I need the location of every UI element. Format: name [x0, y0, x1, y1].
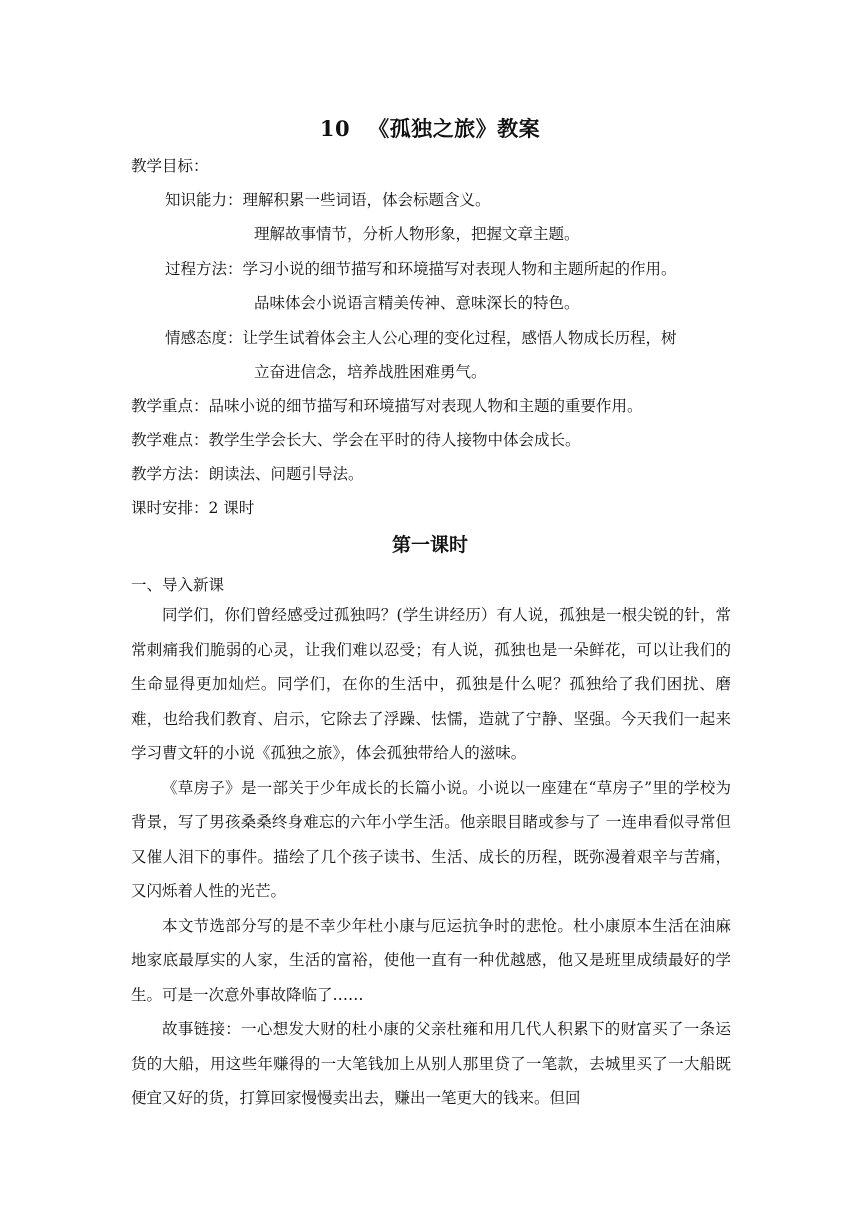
- process-label: 过程方法：: [165, 260, 243, 278]
- teaching-method: 教学方法：朗读法、问题引导法。: [131, 465, 364, 483]
- attitude-objective: [165, 326, 765, 350]
- attitude-text-2: 立奋进信念，培养战胜困难勇气。: [254, 363, 487, 381]
- lesson-one-heading: 第一课时: [391, 534, 468, 556]
- paragraph: 同学们，你们曾经感受过孤独吗？(学生讲经历）有人说，孤独是一根尖锐的针，常常刺痛我们脆弱的心灵，让我们难以忍受；有人说，孤独也是一朵鲜花，可以让我们的生命显得更加灿烂。同学们，在你的生活中，孤独是什么呢？孤独给了我们困扰、磨难，也给我们教育、启示，它除去了浮躁、怯懦，造就了宁静、坚强。今天我们一起来学习曹文轩的小说《孤独之旅》，体会孤独带给人的滋味。: [131, 606, 731, 762]
- document-title: [0, 114, 860, 144]
- process-objective: [165, 257, 765, 281]
- knowledge-label: 知识能力：: [165, 191, 243, 209]
- lesson-body: [131, 598, 731, 1116]
- key-point: 教学重点：品味小说的细节描写和环境描写对表现人物和主题的重要作用。: [131, 397, 643, 415]
- paragraph: 故事链接：一心想发大财的杜小康的父亲杜雍和用几代人积累下的财富买了一条运货的大船，用这些年赚得的一大笔钱加上从别人那里贷了一笔款，去城里买了一大船既便宜又好的货，打算回家慢慢卖出去，赚出一笔更大的钱来。但回: [131, 1020, 731, 1107]
- difficulty: 教学难点：教学生学会长大、学会在平时的待人接物中体会成长。: [131, 431, 581, 449]
- objectives-heading: 教学目标：: [131, 157, 209, 175]
- process-text-1: 学习小说的细节描写和环境描写对表现人物和主题所起的作用。: [242, 260, 677, 278]
- lesson-title: 《孤独之旅》教案: [368, 116, 541, 141]
- paragraph: 《草房子》是一部关于少年成长的长篇小说。小说以一座建在“草房子”里的学校为背景，写了男孩桑桑终身难忘的六年小学生活。他亲眼目睹或参与了 一连串看似寻常但又催人泪下的事件。描绘了几个孩子读书、生活、成长的历程，既弥漫着艰辛与苦痛，又闪烁着人性的光芒。: [131, 778, 731, 900]
- knowledge-objective: [165, 188, 765, 212]
- section-intro-heading: 一、导入新课: [131, 576, 225, 594]
- process-text-2: 品味体会小说语言精美传神、意味深长的特色。: [254, 294, 580, 312]
- knowledge-text-2: 理解故事情节，分析人物形象，把握文章主题。: [254, 225, 580, 243]
- paragraph: 本文节选部分写的是不幸少年杜小康与厄运抗争时的悲怆。杜小康原本生活在油麻地家底最厚实的人家，生活的富裕，使他一直有一种优越感，他又是班里成绩最好的学生。可是一次意外事故降临了……: [131, 916, 731, 1004]
- lesson-number: 10: [319, 116, 351, 141]
- attitude-text-1: 让学生试着体会主人公心理的变化过程，感悟人物成长历程，树: [242, 329, 677, 347]
- schedule: 课时安排：2 课时: [131, 499, 255, 517]
- attitude-label: 情感态度：: [165, 329, 243, 347]
- knowledge-text-1: 理解积累一些词语，体会标题含义。: [242, 191, 491, 209]
